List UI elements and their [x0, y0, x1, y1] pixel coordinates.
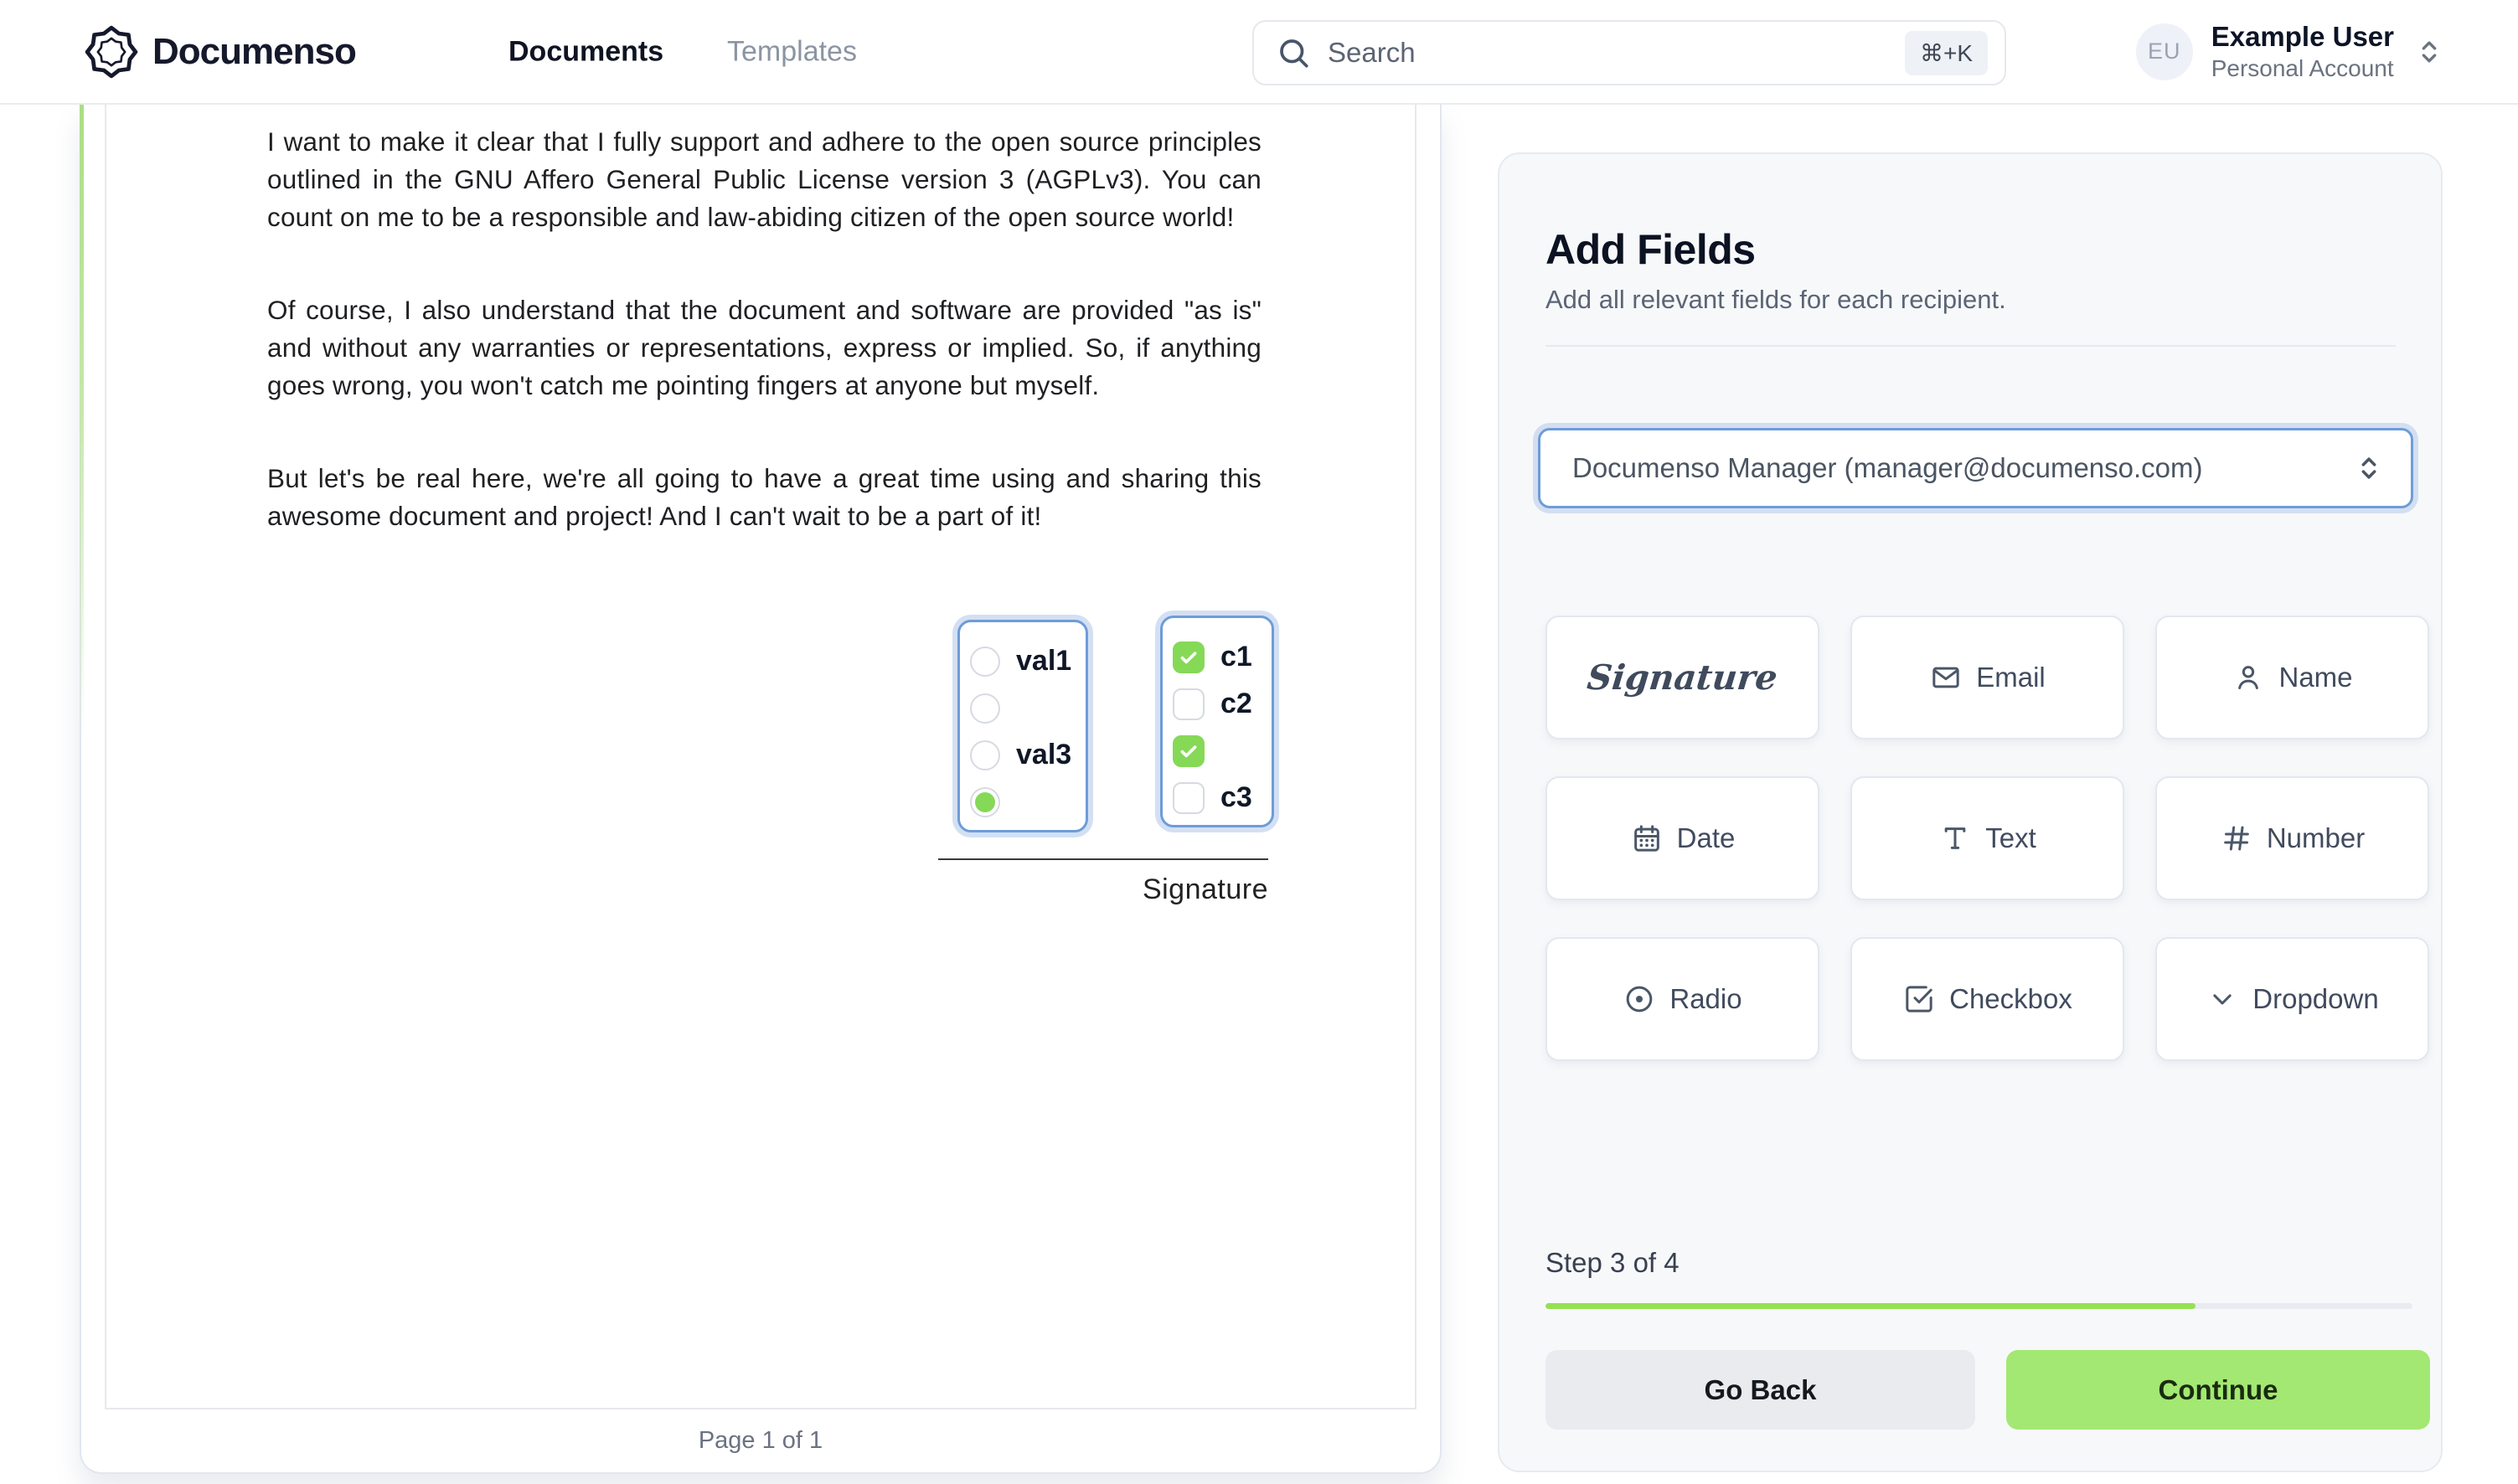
radio-unselected-icon[interactable]	[970, 647, 1000, 677]
radio-option-label: val3	[1016, 739, 1072, 770]
radio-option[interactable]	[970, 780, 1076, 824]
document-paragraph: But let's be real here, we're all going to have a great time using and sharing this awesome document and project! And I can't wait to be a part of it!	[267, 463, 1262, 531]
field-button-signature[interactable]	[1545, 616, 1819, 739]
search-icon	[1276, 35, 1311, 70]
field-button-label: Name	[2278, 662, 2353, 693]
add-fields-panel	[1498, 152, 2443, 1472]
field-button-checkbox[interactable]	[1850, 937, 2124, 1061]
user-menu[interactable]	[2136, 20, 2446, 82]
checkbox-checked-icon[interactable]	[1173, 735, 1205, 767]
continue-button[interactable]: Continue	[2006, 1350, 2430, 1430]
field-button-label: Dropdown	[2252, 983, 2379, 1014]
step-indicator: Step 3 of 4	[1545, 1247, 1680, 1278]
step-progress-track	[1545, 1303, 2412, 1309]
signature-line	[938, 858, 1268, 860]
signature-label: Signature	[1142, 873, 1268, 905]
field-button-label: Date	[1676, 822, 1736, 853]
search-placeholder: Search	[1328, 37, 1416, 68]
field-button-text[interactable]	[1850, 776, 2124, 900]
field-button-label: Radio	[1669, 983, 1742, 1014]
brand-name: Documenso	[152, 30, 356, 72]
calendar-icon	[1630, 822, 1664, 855]
hash-icon	[2220, 822, 2253, 855]
user-icon	[2232, 661, 2265, 694]
field-button-label: Signature	[1585, 657, 1780, 698]
checkbox-icon	[1902, 982, 1936, 1016]
radio-option[interactable]	[970, 639, 1076, 683]
checkbox-option-label: c1	[1220, 641, 1252, 672]
field-button-label: Email	[1976, 662, 2046, 693]
email-icon	[1929, 661, 1963, 694]
user-account-type: Personal Account	[2211, 55, 2394, 82]
checkbox-option[interactable]	[1173, 729, 1262, 773]
field-button-radio[interactable]	[1545, 937, 1819, 1061]
field-button-label: Text	[1985, 822, 2036, 853]
checkbox-option[interactable]	[1173, 635, 1262, 679]
field-button-label: Checkbox	[1949, 983, 2072, 1014]
field-button-dropdown[interactable]	[2155, 937, 2429, 1061]
panel-divider	[1545, 345, 2396, 347]
chevrons-up-down-icon	[2352, 451, 2386, 485]
radio-unselected-icon[interactable]	[970, 740, 1000, 770]
nav-item-documents[interactable]: Documents	[508, 35, 664, 67]
checkbox-option[interactable]	[1173, 775, 1262, 820]
nav-item-templates[interactable]: Templates	[727, 35, 857, 67]
brand-link[interactable]	[84, 24, 356, 80]
field-button-label: Number	[2266, 822, 2366, 853]
radio-option[interactable]	[970, 686, 1076, 730]
chevron-down-icon	[2206, 982, 2239, 1016]
radio-icon	[1623, 982, 1656, 1016]
panel-title: Add Fields	[1545, 226, 1756, 273]
documenso-logo-icon	[84, 24, 139, 80]
page-indicator: Page 1 of 1	[698, 1427, 823, 1454]
checkbox-option-label: c3	[1220, 781, 1252, 813]
go-back-button[interactable]: Go Back	[1545, 1350, 1975, 1430]
checkbox-option-label: c2	[1220, 688, 1252, 719]
field-button-name[interactable]	[2155, 616, 2429, 739]
radio-selected-icon[interactable]	[970, 787, 1000, 817]
step-progress-bar	[1545, 1303, 2196, 1309]
document-paragraph: I want to make it clear that I fully support and adhere to the open source principles outlined in the GNU Affero General Public License version 3 (AGPLv3). You can count on me to be a responsible and law-abiding citizen of the open source world!	[267, 126, 1262, 232]
chevrons-up-down-icon	[2412, 35, 2446, 69]
checkbox-unchecked-icon[interactable]	[1173, 782, 1205, 814]
document-viewer-card	[80, 105, 1442, 1474]
avatar: EU	[2136, 23, 2193, 80]
field-button-email[interactable]	[1850, 616, 2124, 739]
checkbox-unchecked-icon[interactable]	[1173, 688, 1205, 720]
radio-option-label: val1	[1016, 645, 1072, 677]
text-icon	[1938, 822, 1972, 855]
radio-option[interactable]	[970, 733, 1076, 777]
radio-field-group[interactable]	[957, 620, 1088, 832]
checkbox-checked-icon[interactable]	[1173, 642, 1205, 673]
checkbox-option[interactable]	[1173, 682, 1262, 726]
field-button-number[interactable]	[2155, 776, 2429, 900]
panel-subtitle: Add all relevant fields for each recipient.	[1545, 285, 2006, 314]
top-navbar	[0, 0, 2518, 105]
document-paragraph: Of course, I also understand that the document and software are provided "as is" and without any warranties or representations, express or implied. So, if anything goes wrong, you won't catch me pointing fingers at anyone but myself.	[267, 295, 1262, 400]
recipient-select-value: Documenso Manager (manager@documenso.com)	[1572, 452, 2203, 483]
radio-unselected-icon[interactable]	[970, 693, 1000, 724]
user-name: Example User	[2211, 20, 2394, 52]
search-input[interactable]	[1252, 20, 2006, 85]
field-button-date[interactable]	[1545, 776, 1819, 900]
checkbox-field-group[interactable]	[1160, 616, 1274, 827]
search-shortcut-badge: ⌘+K	[1905, 31, 1988, 75]
field-buttons-grid	[1545, 616, 2429, 1061]
recipient-select[interactable]	[1538, 428, 2413, 508]
